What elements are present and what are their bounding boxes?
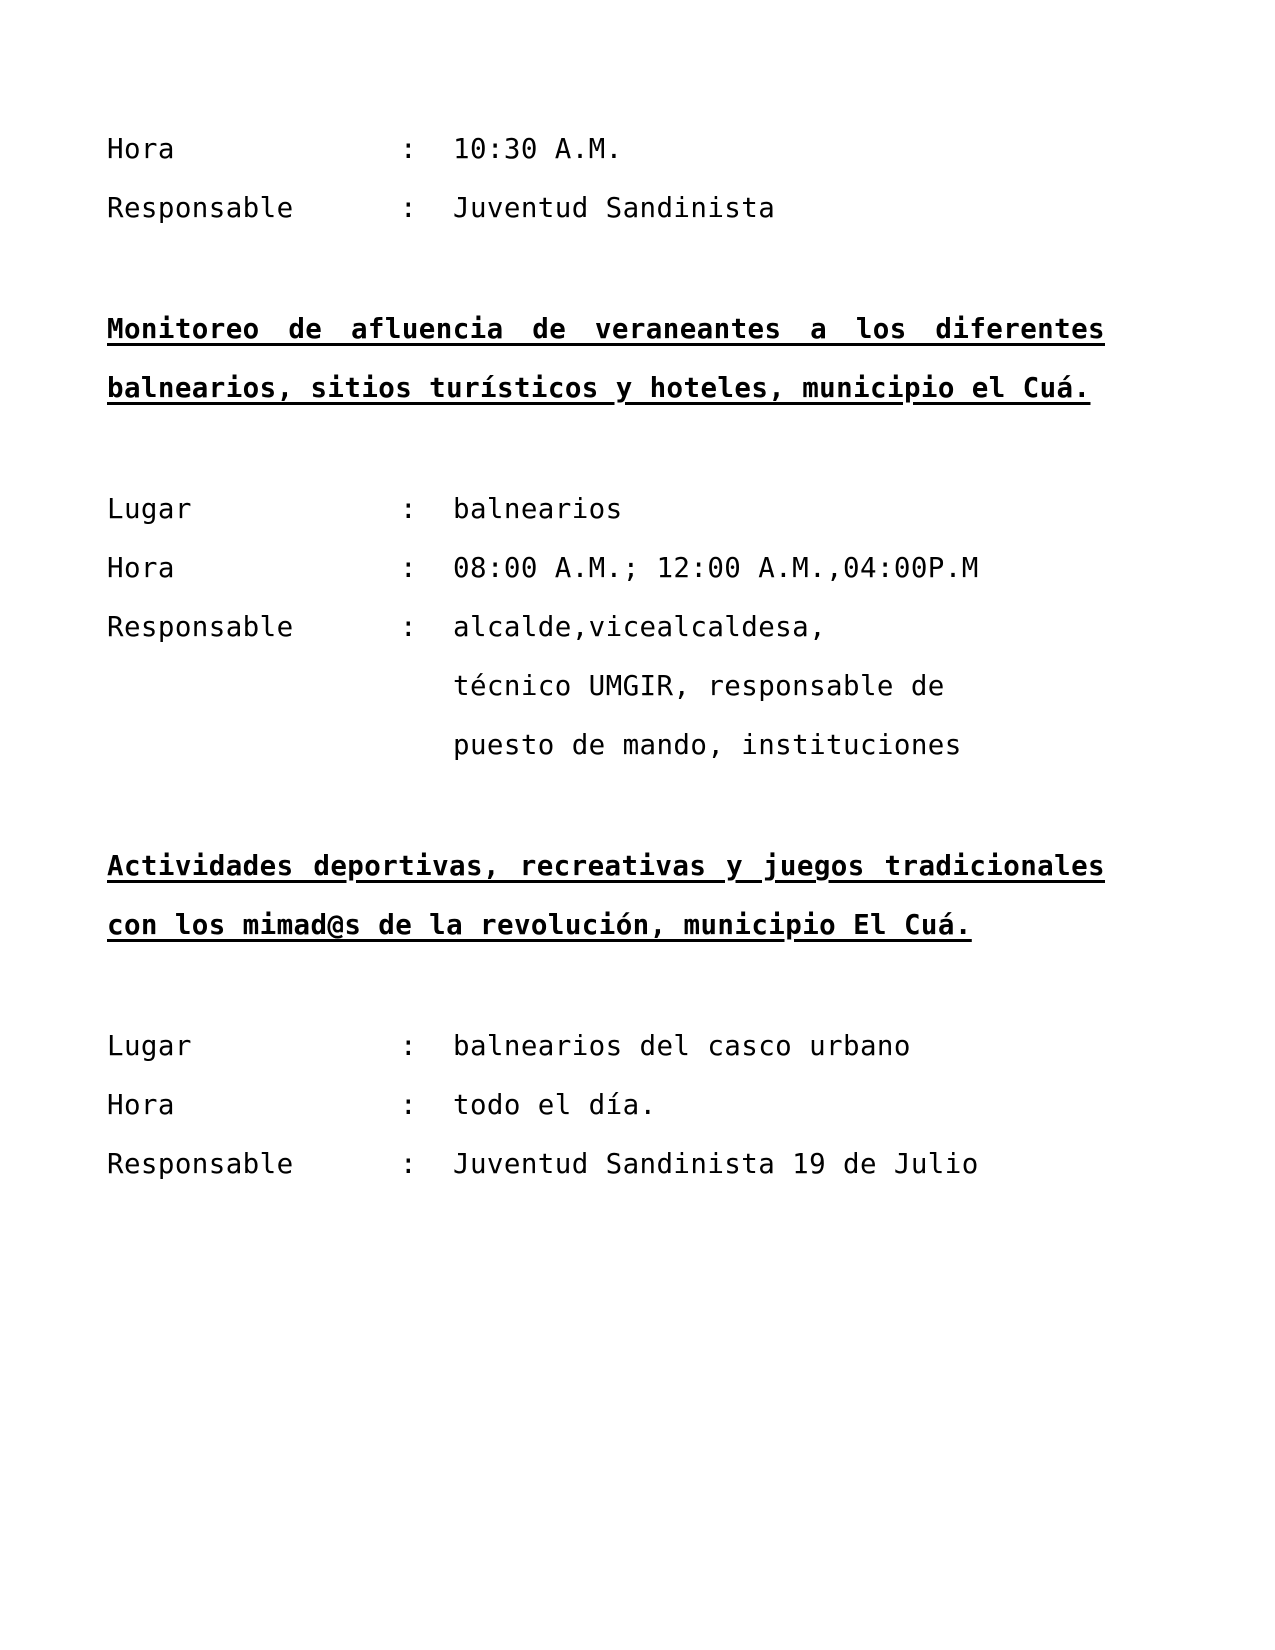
- section-heading-text: Monitoreo de afluencia de veraneantes a los diferentes balnearios, sitios turísticos y hoteles, municipio el Cuá.: [107, 313, 1105, 404]
- table-row: [107, 539, 1105, 598]
- spacer: [107, 238, 1105, 300]
- spacer: [107, 955, 1105, 1017]
- field-separator: :: [400, 493, 417, 525]
- field-value: puesto de mando, instituciones: [453, 729, 962, 761]
- field-label: Responsable: [107, 192, 294, 224]
- field-value: 08:00 A.M.; 12:00 A.M.,04:00P.M: [453, 552, 979, 584]
- spacer: [107, 418, 1105, 480]
- document-body: [107, 120, 1105, 1194]
- field-separator: :: [400, 1089, 417, 1121]
- table-row: [107, 598, 1105, 657]
- field-separator: :: [400, 1148, 417, 1180]
- table-row: [107, 120, 1105, 179]
- field-value: balnearios: [453, 493, 623, 525]
- field-label: Hora: [107, 552, 175, 584]
- field-separator: :: [400, 133, 417, 165]
- table-row: [107, 179, 1105, 238]
- table-row: [107, 1017, 1105, 1076]
- table-row-continuation: [107, 657, 1105, 716]
- field-label: Lugar: [107, 493, 192, 525]
- section-heading-monitoreo: [107, 300, 1105, 418]
- field-label: Hora: [107, 1089, 175, 1121]
- field-separator: :: [400, 192, 417, 224]
- schedule-block-2: [107, 480, 1105, 775]
- table-row: [107, 1076, 1105, 1135]
- schedule-block-1: [107, 120, 1105, 238]
- field-value: 10:30 A.M.: [453, 133, 623, 165]
- field-value: balnearios del casco urbano: [453, 1030, 911, 1062]
- table-row: [107, 1135, 1105, 1194]
- field-value: Juventud Sandinista: [453, 192, 776, 224]
- field-value: todo el día.: [453, 1089, 657, 1121]
- field-separator: :: [400, 611, 417, 643]
- field-value: Juventud Sandinista 19 de Julio: [453, 1148, 979, 1180]
- schedule-block-3: [107, 1017, 1105, 1194]
- field-value: técnico UMGIR, responsable de: [453, 670, 945, 702]
- table-row-continuation: [107, 716, 1105, 775]
- section-heading-text: Actividades deportivas, recreativas y juegos tradicionales con los mimad@s de la revolución, municipio El Cuá.: [107, 850, 1105, 941]
- field-value: alcalde,vicealcaldesa,: [453, 611, 827, 643]
- section-heading-actividades: [107, 837, 1105, 955]
- field-separator: :: [400, 1030, 417, 1062]
- field-label: Hora: [107, 133, 175, 165]
- field-label: Lugar: [107, 1030, 192, 1062]
- table-row: [107, 480, 1105, 539]
- field-separator: :: [400, 552, 417, 584]
- field-label: Responsable: [107, 1148, 294, 1180]
- spacer: [107, 775, 1105, 837]
- field-label: Responsable: [107, 611, 294, 643]
